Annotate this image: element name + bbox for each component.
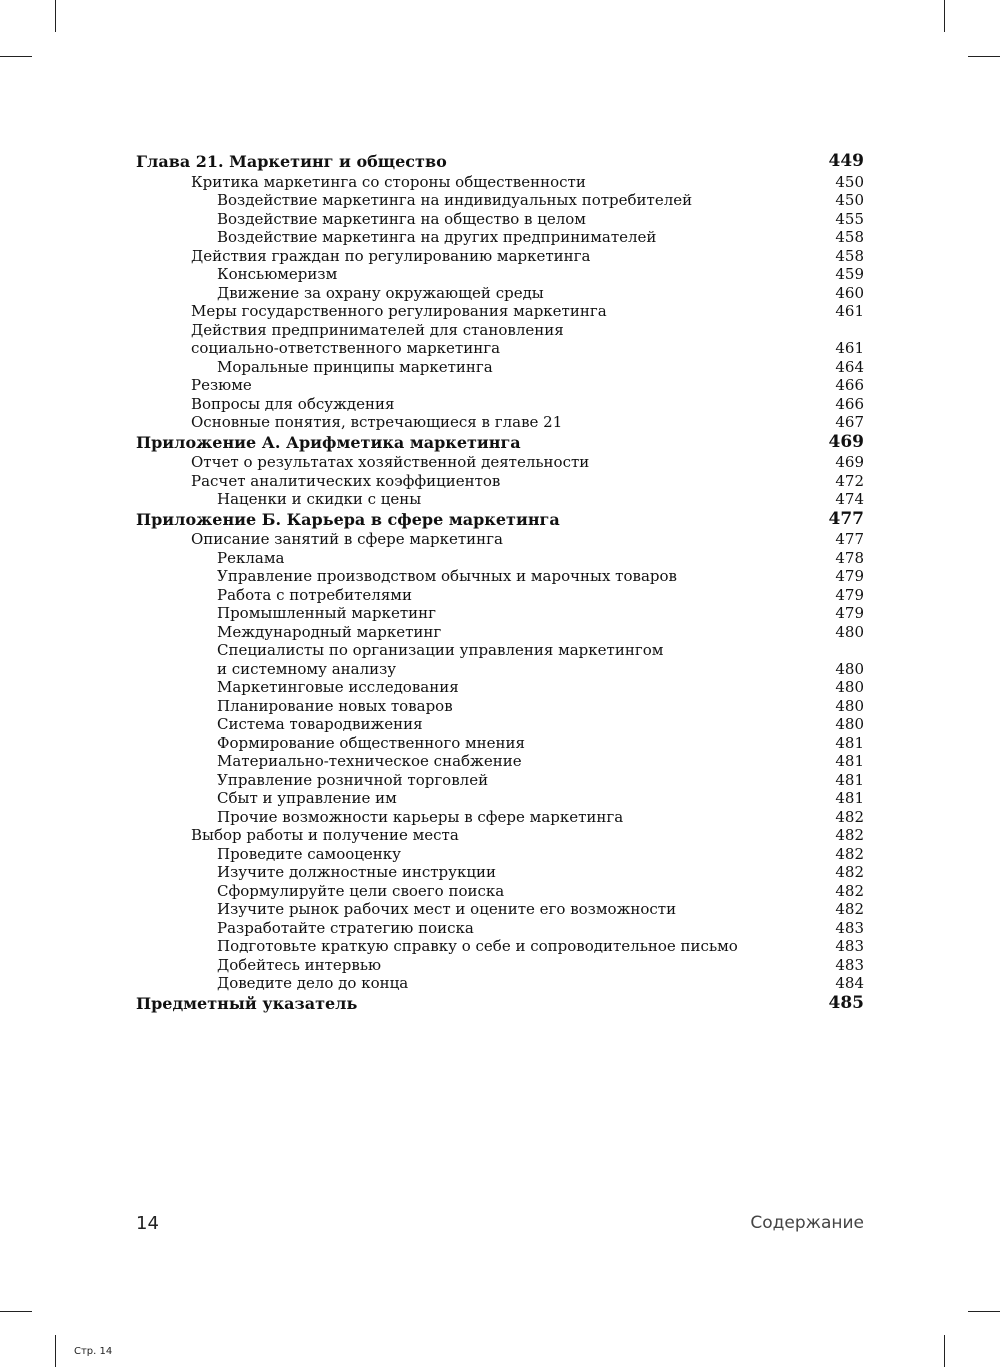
toc-entry-title: Разработайте стратегию поиска bbox=[217, 918, 474, 937]
toc-entry-title: Международный маркетинг bbox=[217, 622, 442, 641]
toc-entry-title: Действия предпринимателей для становления bbox=[191, 320, 564, 339]
toc-entry-title: Доведите дело до конца bbox=[217, 974, 409, 992]
toc-entry-page: 459 bbox=[835, 265, 864, 283]
toc-entry-page: 479 bbox=[835, 585, 864, 604]
toc-entry-row bbox=[136, 623, 864, 642]
toc-entry-page: 455 bbox=[835, 209, 864, 228]
toc-entry-page: 458 bbox=[835, 228, 864, 246]
toc-entry-row bbox=[136, 863, 864, 882]
toc-entry-title: Проведите самооценку bbox=[217, 844, 402, 863]
crop-mark bbox=[944, 0, 945, 32]
toc-entry-row bbox=[136, 641, 864, 660]
toc-entry-row bbox=[136, 358, 864, 377]
toc-entry-page: 482 bbox=[835, 844, 864, 863]
toc-entry-page: 481 bbox=[835, 770, 864, 789]
toc-entry-row bbox=[136, 339, 864, 358]
toc-entry-page: 466 bbox=[835, 376, 864, 394]
toc-entry-title: Планирование новых товаров bbox=[217, 696, 453, 715]
toc-entry-page: 482 bbox=[835, 881, 864, 900]
toc-entry-row bbox=[136, 413, 864, 432]
toc-entry-title: Материально-техническое снабжение bbox=[217, 752, 522, 770]
toc-entry-title: Наценки и скидки с цены bbox=[217, 490, 422, 508]
toc-entry-row bbox=[136, 453, 864, 472]
toc-entry-page: 466 bbox=[835, 394, 864, 413]
toc-entry-title: Работа с потребителями bbox=[217, 585, 412, 604]
toc-entry-title: Прочие возможности карьеры в сфере маркетинга bbox=[217, 807, 624, 826]
toc-entry-page: 477 bbox=[835, 530, 864, 548]
toc-entry-page: 485 bbox=[828, 992, 864, 1013]
toc-entry-row bbox=[136, 321, 864, 340]
toc-entry-title: Маркетинговые исследования bbox=[217, 678, 459, 696]
toc-entry-row bbox=[136, 715, 864, 734]
toc-entry-row bbox=[136, 845, 864, 864]
toc-entry-title: Моральные принципы маркетинга bbox=[217, 357, 493, 376]
toc-entry-title: Добейтесь интервью bbox=[217, 955, 382, 974]
toc-entry-title: Резюме bbox=[191, 376, 252, 394]
toc-entry-title: Отчет о результатах хозяйственной деятельности bbox=[191, 453, 590, 471]
toc-entry-title: Критика маркетинга со стороны общественности bbox=[191, 172, 586, 191]
toc-entry-row bbox=[136, 265, 864, 284]
toc-chapter-row bbox=[136, 432, 864, 454]
toc-entry-title: Промышленный маркетинг bbox=[217, 604, 436, 622]
toc-entry-page: 477 bbox=[828, 508, 864, 529]
toc-entry-page: 472 bbox=[835, 471, 864, 490]
toc-entry-page: 458 bbox=[835, 246, 864, 265]
toc-entry-page: 461 bbox=[835, 339, 864, 357]
toc-chapter-row bbox=[136, 151, 864, 173]
toc-entry-page: 484 bbox=[835, 974, 864, 992]
crop-mark bbox=[968, 1311, 1000, 1312]
toc-entry-title: Формирование общественного мнения bbox=[217, 733, 525, 752]
toc-entry-row bbox=[136, 302, 864, 321]
toc-entry-row bbox=[136, 247, 864, 266]
footer-page-number: 14 bbox=[136, 1213, 159, 1234]
toc-entry-title: Глава 21. Маркетинг и общество bbox=[136, 152, 447, 171]
toc-entry-page: 479 bbox=[835, 604, 864, 622]
toc-entry-row bbox=[136, 472, 864, 491]
toc-entry-title: Предметный указатель bbox=[136, 993, 358, 1013]
toc-entry-row bbox=[136, 284, 864, 303]
toc-entry-row bbox=[136, 956, 864, 975]
toc-entry-row bbox=[136, 734, 864, 753]
toc-entry-row bbox=[136, 191, 864, 210]
toc-entry-row bbox=[136, 882, 864, 901]
toc-entry-title: Сформулируйте цели своего поиска bbox=[217, 881, 505, 900]
crop-mark bbox=[968, 56, 1000, 57]
toc-entry-page: 482 bbox=[835, 863, 864, 881]
toc-entry-row bbox=[136, 549, 864, 568]
toc-entry-row bbox=[136, 395, 864, 414]
toc-entry-title: Приложение Б. Карьера в сфере маркетинга bbox=[136, 509, 560, 529]
toc-entry-page: 479 bbox=[835, 567, 864, 585]
crop-mark bbox=[0, 1311, 32, 1312]
toc-entry-page: 481 bbox=[835, 733, 864, 752]
toc-entry-row bbox=[136, 826, 864, 845]
toc-entry-page: 480 bbox=[835, 659, 864, 678]
crop-mark bbox=[55, 0, 56, 32]
toc-entry-row bbox=[136, 173, 864, 192]
toc-entry-title: и системному анализу bbox=[217, 659, 397, 678]
crop-mark bbox=[0, 56, 32, 57]
crop-mark bbox=[944, 1335, 945, 1367]
toc-entry-title: Основные понятия, встречающиеся в главе 21 bbox=[191, 413, 563, 431]
toc-entry-page: 469 bbox=[828, 431, 864, 452]
toc-entry-title: Воздействие маркетинга на других предпринимателей bbox=[217, 228, 657, 246]
toc-entry-title: Изучите должностные инструкции bbox=[217, 863, 496, 881]
toc-chapter-row bbox=[136, 993, 864, 1015]
toc-entry-title: Управление производством обычных и марочных товаров bbox=[217, 567, 677, 585]
toc-entry-title: Вопросы для обсуждения bbox=[191, 394, 395, 413]
toc-entry-title: Управление розничной торговлей bbox=[217, 770, 489, 789]
toc-entry-page: 464 bbox=[835, 357, 864, 376]
footer-section-title: Содержание bbox=[750, 1213, 864, 1233]
toc-entry-row bbox=[136, 937, 864, 956]
toc-entry-title: Приложение А. Арифметика маркетинга bbox=[136, 432, 521, 452]
toc-entry-page: 480 bbox=[835, 678, 864, 696]
toc-entry-page: 480 bbox=[835, 622, 864, 641]
toc-entry-row bbox=[136, 567, 864, 586]
toc-entry-title: Изучите рынок рабочих мест и оцените его возможности bbox=[217, 900, 677, 918]
toc-entry-row bbox=[136, 919, 864, 938]
toc-entry-page: 480 bbox=[835, 696, 864, 715]
toc-entry-page: 469 bbox=[835, 453, 864, 471]
toc-entry-row bbox=[136, 974, 864, 993]
toc-entry-row bbox=[136, 678, 864, 697]
toc-entry-title: Меры государственного регулирования маркетинга bbox=[191, 302, 607, 320]
toc-entry-title: Специалисты по организации управления маркетингом bbox=[217, 641, 664, 659]
toc-entry-title: Подготовьте краткую справку о себе и сопроводительное письмо bbox=[217, 937, 738, 955]
toc-entry-page: 481 bbox=[835, 752, 864, 770]
toc-entry-page: 483 bbox=[835, 937, 864, 955]
toc-entry-page: 449 bbox=[828, 151, 864, 171]
toc-entry-row bbox=[136, 789, 864, 808]
toc-entry-row bbox=[136, 771, 864, 790]
toc-entry-row bbox=[136, 752, 864, 771]
toc-entry-row bbox=[136, 660, 864, 679]
toc-entry-page: 478 bbox=[835, 548, 864, 567]
toc-entry-page: 481 bbox=[835, 789, 864, 807]
toc-entry-page: 483 bbox=[835, 918, 864, 937]
toc-entry-page: 467 bbox=[835, 413, 864, 431]
toc-entry-page: 474 bbox=[835, 490, 864, 508]
toc-chapter-row bbox=[136, 509, 864, 531]
toc-entry-page: 450 bbox=[835, 172, 864, 191]
toc-entry-title: Реклама bbox=[217, 548, 285, 567]
toc-entry-row bbox=[136, 210, 864, 229]
page-label: Стр. 14 bbox=[74, 1346, 113, 1357]
toc-entry-row bbox=[136, 490, 864, 509]
crop-mark bbox=[55, 1335, 56, 1367]
toc-entry-title: Воздействие маркетинга на общество в целом bbox=[217, 209, 586, 228]
toc-entry-page: 480 bbox=[835, 715, 864, 733]
toc-entry-title: Консьюмеризм bbox=[217, 265, 338, 283]
toc-entry-row bbox=[136, 697, 864, 716]
toc-entry-title: Расчет аналитических коэффициентов bbox=[191, 471, 501, 490]
toc-entry-row bbox=[136, 808, 864, 827]
toc-entry-page: 460 bbox=[835, 283, 864, 302]
toc-entry-title: Описание занятий в сфере маркетинга bbox=[191, 530, 503, 548]
toc-entry-title: социально-ответственного маркетинга bbox=[191, 339, 501, 357]
toc-entry-title: Выбор работы и получение места bbox=[191, 826, 459, 844]
toc-entry-title: Движение за охрану окружающей среды bbox=[217, 283, 544, 302]
toc-entry-title: Система товародвижения bbox=[217, 715, 423, 733]
toc-entry-page: 450 bbox=[835, 191, 864, 209]
toc-entry-row bbox=[136, 530, 864, 549]
toc-entry-page: 483 bbox=[835, 955, 864, 974]
toc-entry-page: 461 bbox=[835, 302, 864, 320]
toc-entry-page: 482 bbox=[835, 826, 864, 844]
toc-entry-row bbox=[136, 586, 864, 605]
toc-entry-title: Сбыт и управление им bbox=[217, 789, 397, 807]
toc-entry-title: Воздействие маркетинга на индивидуальных потребителей bbox=[217, 191, 693, 209]
table-of-contents bbox=[136, 151, 864, 1014]
toc-entry-row bbox=[136, 604, 864, 623]
toc-entry-row bbox=[136, 900, 864, 919]
toc-entry-page: 482 bbox=[835, 900, 864, 918]
toc-entry-row bbox=[136, 376, 864, 395]
toc-entry-row bbox=[136, 228, 864, 247]
toc-entry-title: Действия граждан по регулированию маркетинга bbox=[191, 246, 591, 265]
toc-entry-page: 482 bbox=[835, 807, 864, 826]
